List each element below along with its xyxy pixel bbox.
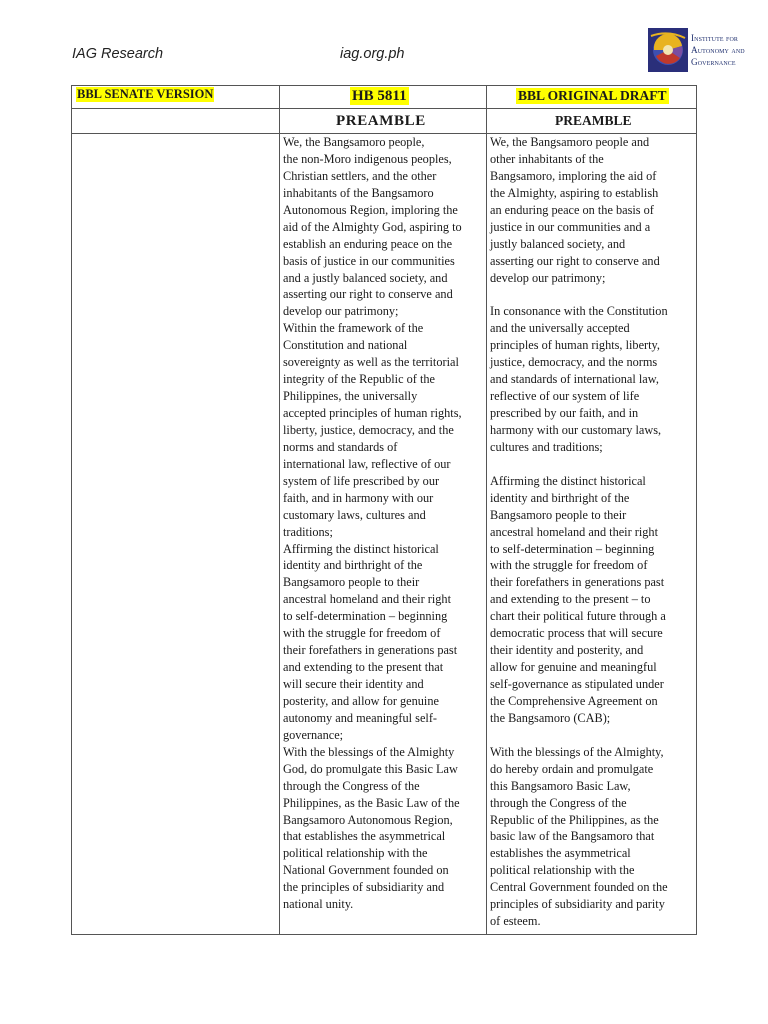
text-line: to self-determination – beginning [490,541,655,556]
text-line: allow for genuine and meaningful [490,660,657,675]
text-line: chart their political future through a [490,609,666,624]
text-line: In consonance with the Constitution [490,304,668,319]
text-line: We, the Bangsamoro people and [490,135,650,149]
text-line: will secure their identity and [283,677,424,691]
text-line: Autonomous Region, imploring the [283,202,458,217]
text-line: do hereby ordain and promulgate [490,761,654,776]
text-line: identity and birthright of the [490,490,630,505]
text-line: develop our patrimony; [283,304,399,319]
text-line [490,286,696,303]
text-line: the Almighty, aspiring to establish [490,185,659,200]
text-line: principles of subsidiarity and parity [490,897,665,912]
text-line: Christian settlers, and the other [283,168,437,183]
text-line: and the universally accepted [490,321,630,336]
text-line: inhabitants of the Bangsamoro [283,185,434,200]
text-line: principles of human rights, liberty, [490,338,660,353]
text-line: their forefathers in generations past [490,575,665,590]
text-line: Constitution and national [283,338,408,353]
text-line: their forefathers in generations past [283,643,458,658]
text-line: their identity and posterity, and [490,643,644,658]
text-line: through the Congress of the [283,778,420,793]
text-line: of esteem. [490,914,541,929]
text-line: with the struggle for freedom of [283,626,441,641]
text-line: system of life prescribed by our [283,473,440,488]
text-line: Bangsamoro Autonomous Region, [283,812,453,827]
logo-line-1: Institute for [691,33,738,43]
text-line: customary laws, cultures and [283,507,426,522]
text-line: asserting our right to conserve and [490,253,660,268]
text-line: Central Government founded on the [490,880,668,895]
text-line: this Bangsamoro Basic Law, [490,778,631,793]
text-line: Bangsamoro people to their [490,507,627,522]
text-line: identity and birthright of the [283,558,423,573]
text-line: and extending to the present that [283,660,444,675]
iag-logo [648,26,746,74]
text-line: Bangsamoro, imploring the aid of [490,168,657,183]
preamble-heading-original: PREAMBLE [555,113,632,128]
logo-line-2: Autonomy and [691,45,745,55]
text-line: norms and standards of [283,439,398,454]
text-line: Bangsamoro people to their [283,575,420,590]
text-line: through the Congress of the [490,795,627,810]
text-line: God, do promulgate this Basic Law [283,761,458,776]
text-line: cultures and traditions; [490,439,603,454]
text-line: reflective of our system of life [490,389,640,404]
original-draft-preamble-text [490,134,696,930]
text-line: aid of the Almighty God, aspiring to [283,219,462,234]
text-line: develop our patrimony; [490,270,606,285]
text-line: We, the Bangsamoro people, [283,135,425,149]
row-divider-header [72,108,696,109]
text-line: sovereignty as well as the territorial [283,355,459,370]
text-line: international law, reflective of our [283,456,451,471]
text-line: liberty, justice, democracy, and the [283,422,454,437]
text-line: that establishes the asymmetrical [283,829,446,844]
text-line: justice in our communities and a [490,219,651,234]
text-line: national unity. [283,897,354,912]
text-line: asserting our right to conserve and [283,287,453,302]
text-line: the Bangsamoro (CAB); [490,710,611,725]
text-line: establishes the asymmetrical [490,846,631,861]
text-line: Affirming the distinct historical [490,473,646,488]
text-line: basic law of the Bangsamoro that [490,829,655,844]
text-line: self-governance as stipulated under [490,677,664,691]
text-line: Within the framework of the [283,321,424,336]
text-line: and standards of international law, [490,372,659,387]
text-line: and a justly balanced society, and [283,270,448,285]
text-line: prescribed by our faith, and in [490,406,639,420]
text-line: with the struggle for freedom of [490,558,648,573]
iag-logo-text [691,32,745,68]
text-line: Philippines, the universally [283,389,418,404]
text-line: justly balanced society, and [490,236,626,251]
text-line: ancestral homeland and their right [490,524,658,539]
text-line: traditions; [283,524,333,539]
header-org: IAG Research [72,46,164,62]
header-senate-version: BBL SENATE VERSION [77,87,214,101]
text-line: to self-determination – beginning [283,609,448,624]
text-line: With the blessings of the Almighty [283,744,455,759]
text-line: accepted principles of human rights, [283,406,462,420]
header-original-draft: BBL ORIGINAL DRAFT [518,88,667,103]
text-line: an enduring peace on the basis of [490,202,654,217]
preamble-heading-hb: PREAMBLE [336,113,426,129]
header-hb-5811: HB 5811 [352,88,407,104]
text-line: autonomy and meaningful self- [283,710,438,725]
text-line: democratic process that will secure [490,626,663,641]
text-line [490,456,696,473]
text-line: integrity of the Republic of the [283,372,435,387]
text-line: Philippines, as the Basic Law of the [283,795,460,810]
text-line: Republic of the Philippines, as the [490,812,659,827]
text-line: establish an enduring peace on the [283,236,453,251]
text-line: political relationship with the [490,863,635,878]
column-divider-1 [279,86,280,934]
text-line: other inhabitants of the [490,151,604,166]
header-url: iag.org.ph [340,46,405,62]
hb5811-preamble-text [283,134,489,913]
text-line: ancestral homeland and their right [283,592,451,607]
text-line: posterity, and allow for genuine [283,693,439,708]
text-line: National Government founded on [283,863,449,878]
text-line: and extending to the present – to [490,592,651,607]
text-line: harmony with our customary laws, [490,422,662,437]
text-line: With the blessings of the Almighty, [490,744,664,759]
text-line [490,727,696,744]
text-line: governance; [283,727,344,742]
logo-line-3: Governance [691,57,736,67]
text-line: political relationship with the [283,846,428,861]
text-line: faith, and in harmony with our [283,490,434,505]
iag-logo-emblem-icon [648,28,688,72]
text-line: the principles of subsidiarity and [283,880,445,895]
text-line: Affirming the distinct historical [283,541,439,556]
text-line: the Comprehensive Agreement on [490,693,658,708]
text-line: basis of justice in our communities [283,253,455,268]
text-line: justice, democracy, and the norms [490,355,658,370]
text-line: the non-Moro indigenous peoples, [283,151,452,166]
